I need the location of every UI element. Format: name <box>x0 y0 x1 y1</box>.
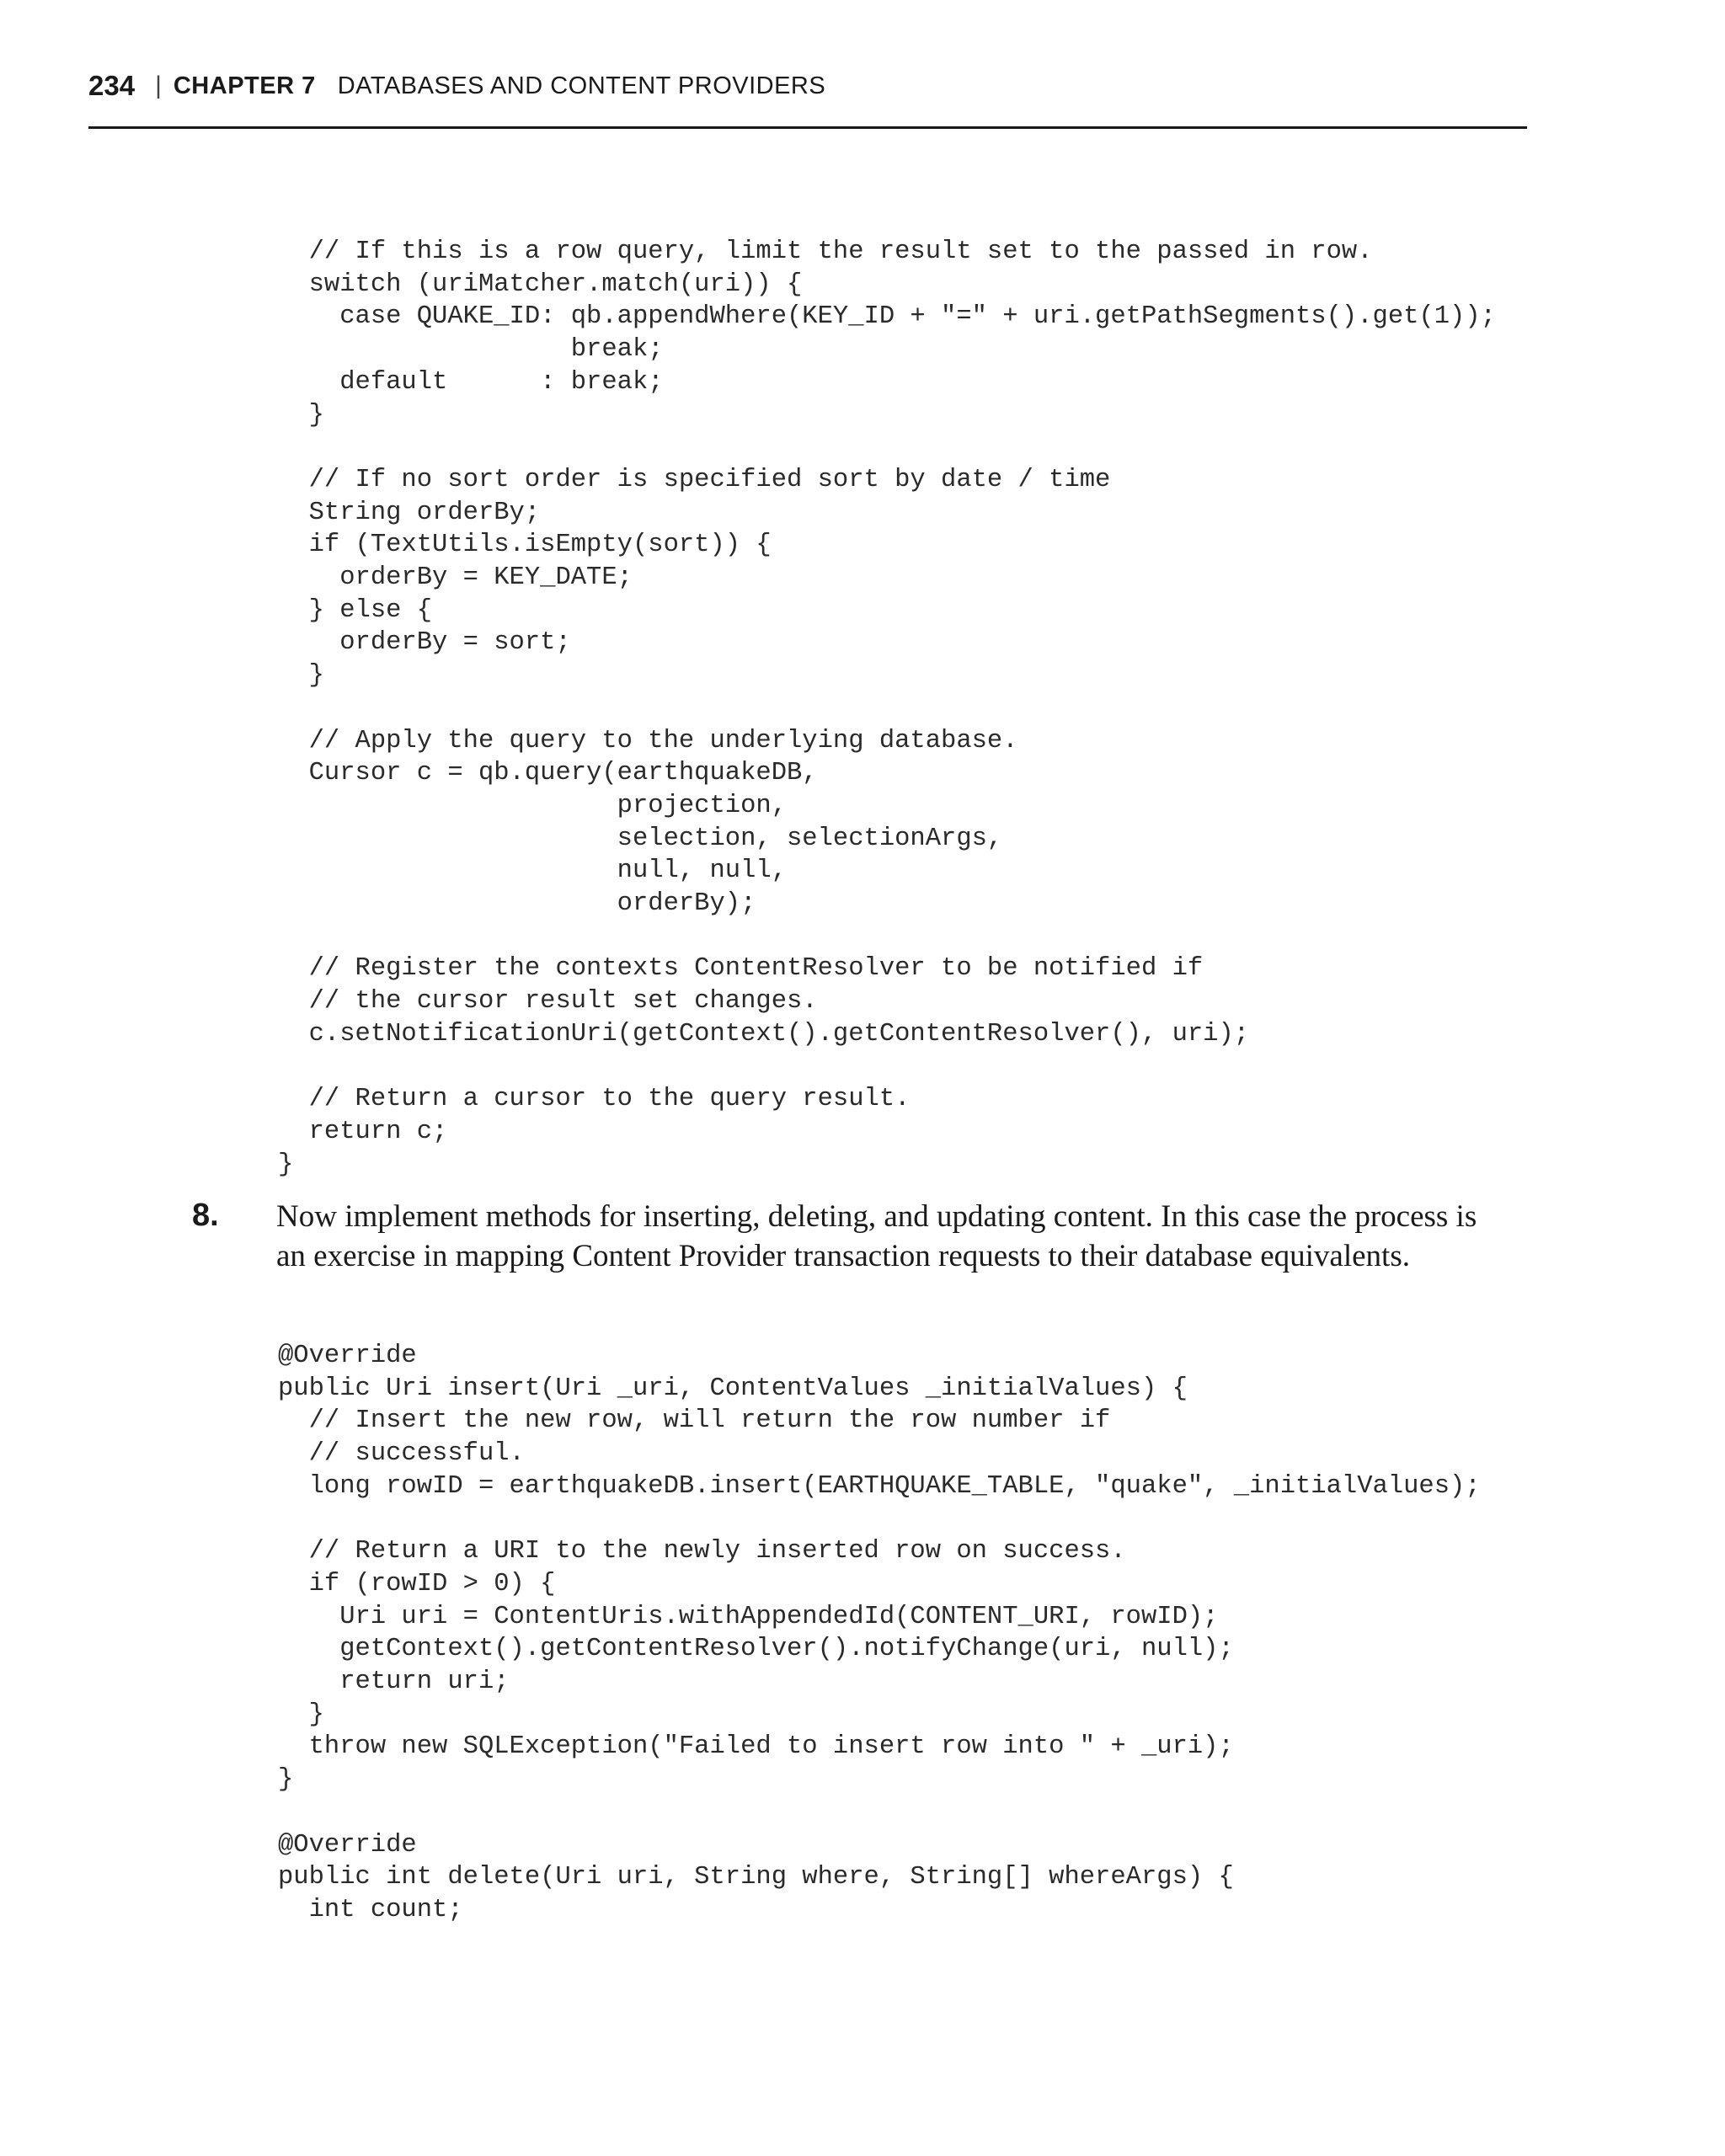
chapter-title: DATABASES AND CONTENT PROVIDERS <box>337 72 826 99</box>
page-number: 234 <box>88 70 136 101</box>
chapter-label: CHAPTER 7 <box>173 72 316 99</box>
step-text: Now implement methods for inserting, deleting, and updating content. In this case the process is an exercise in mapping Content Provider transaction requests to their database equivalents. <box>276 1199 1477 1273</box>
code-listing-insert-delete: @Override public Uri insert(Uri _uri, ContentValues _initialValues) { // Insert the new row, will return the row number if // successful. long rowID = earthquakeDB.insert(EARTHQUAKE_TABLE, "quake", _initialValues); // Return a URI to the newly inserted row on success. if (rowID > 0) { Uri uri = ContentUris.withAppendedId(CONTENT_URI, rowID); getContext().getContentResolver().notifyChange(uri, null); return uri; } throw new SQLException("Failed to insert row into " + _uri); } @Override public int delete(Uri uri, String where, String[] whereArgs) { int count; <box>278 1342 1481 1924</box>
step-number: 8. <box>192 1198 219 1233</box>
header-rule <box>88 126 1527 129</box>
header-separator: | <box>155 72 162 99</box>
running-header <box>88 66 825 106</box>
code-listing-query: // If this is a row query, limit the result set to the passed in row. switch (uriMatcher.match(uri)) { case QUAKE_ID: qb.appendWhere(KEY_ID + "=" + uri.getPathSegments().get(1)); break; default : break; } // If no sort order is specified sort by date / time String orderBy; if (TextUtils.isEmpty(sort)) { orderBy = KEY_DATE; } else { orderBy = sort; } // Apply the query to the underlying database. Cursor c = qb.query(earthquakeDB, projection, selection, selectionArgs, null, null, orderBy); // Register the contexts ContentResolver to be notified if // the cursor result set changes. c.setNotificationUri(getContext().getContentResolver(), uri); // Return a cursor to the query result. return c; } <box>278 237 1496 1179</box>
